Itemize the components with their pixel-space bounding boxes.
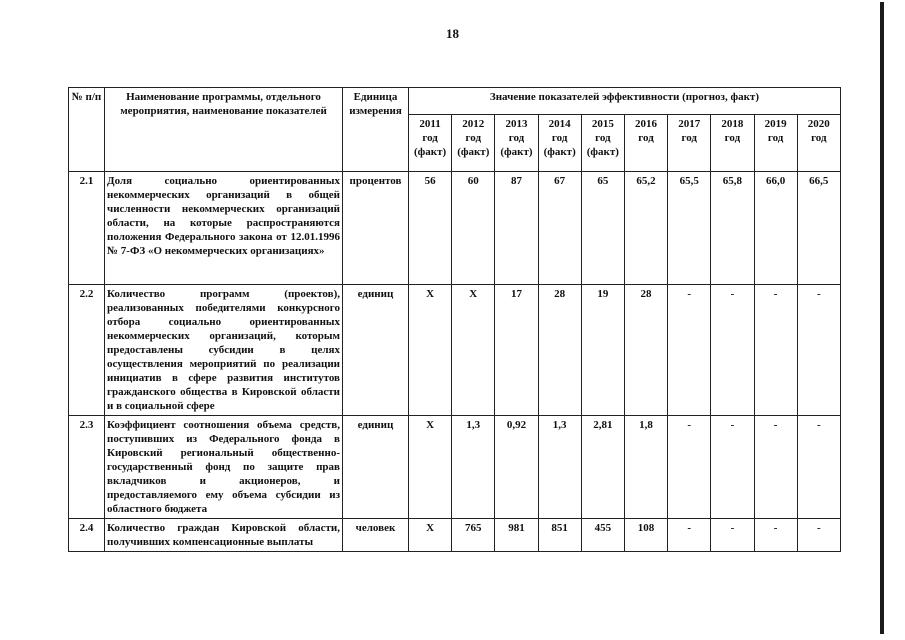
table-row [69, 285, 841, 416]
row-number: 2.1 [69, 172, 105, 285]
year-header-label: год [724, 132, 741, 144]
row-indicator-name: Коэффициент соотношения объема средств, поступивших из Федерального фонда в Кировский региональный общественно-государственный фонд по защите прав вкладчиков и акционеров, и предоставляемого ему объема субсидии из областного бюджета [105, 416, 343, 519]
year-header-label: год (факт) [586, 132, 619, 158]
header-row [69, 88, 841, 115]
year-header-year: 2020 [807, 118, 830, 130]
row-indicator-name: Количество программ (проектов), реализованных победителями конкурсного отбора социально ориентированных некоммерческих организаций, которым предоставлены субсидии в целях осуществления мероприятий по реализации инициатив в сфере развития институтов гражданского общества в Кировской области и в социальной сфере [105, 285, 343, 416]
row-value: - [711, 285, 754, 416]
year-header-2018 [711, 115, 754, 172]
year-header-year: 2011 [419, 118, 441, 130]
row-value: 108 [624, 519, 667, 552]
row-value: - [711, 416, 754, 519]
row-unit: единиц [343, 416, 409, 519]
row-unit: единиц [343, 285, 409, 416]
row-value: 87 [495, 172, 538, 285]
row-value: 765 [452, 519, 495, 552]
row-value: - [754, 285, 797, 416]
year-header-year: 2016 [635, 118, 658, 130]
row-value: - [797, 416, 840, 519]
row-value: 60 [452, 172, 495, 285]
row-number: 2.2 [69, 285, 105, 416]
row-value: - [668, 416, 711, 519]
table-row [69, 416, 841, 519]
year-header-2011 [409, 115, 452, 172]
row-value: 2,81 [581, 416, 624, 519]
year-header-year: 2013 [505, 118, 528, 130]
row-value: 851 [538, 519, 581, 552]
row-number: 2.4 [69, 519, 105, 552]
row-value: 66,5 [797, 172, 840, 285]
row-value: 65,2 [624, 172, 667, 285]
year-header-2020 [797, 115, 840, 172]
table-row [69, 519, 841, 552]
table-row [69, 172, 841, 285]
row-value: 455 [581, 519, 624, 552]
row-value: 19 [581, 285, 624, 416]
header-num: № п/п [69, 88, 105, 172]
year-header-label: год [811, 132, 827, 144]
row-value: 1,3 [538, 416, 581, 519]
year-header-label: год (факт) [414, 132, 447, 158]
header-values-group: Значение показателей эффективности (прогноз, факт) [409, 88, 841, 115]
row-number: 2.3 [69, 416, 105, 519]
year-header-2016 [624, 115, 667, 172]
indicators-table [68, 87, 841, 552]
row-value: 66,0 [754, 172, 797, 285]
year-header-2012 [452, 115, 495, 172]
year-header-year: 2018 [721, 118, 744, 130]
row-value: - [711, 519, 754, 552]
row-value: 28 [538, 285, 581, 416]
row-value: - [797, 519, 840, 552]
year-header-label: год (факт) [457, 132, 490, 158]
row-indicator-name: Доля социально ориентированных некоммерческих организаций в общей численности некоммерческих организаций области, на которые распространяются положения Федерального закона от 12.01.1996 № 7-ФЗ «О некоммерческих организациях» [105, 172, 343, 285]
header-unit: Единица измерения [343, 88, 409, 172]
row-value: X [452, 285, 495, 416]
row-value: 65,8 [711, 172, 754, 285]
row-value: - [668, 519, 711, 552]
row-value: 65 [581, 172, 624, 285]
row-value: 65,5 [668, 172, 711, 285]
row-value: 56 [409, 172, 452, 285]
row-indicator-name: Количество граждан Кировской области, получивших компенсационные выплаты [105, 519, 343, 552]
year-header-2017 [668, 115, 711, 172]
year-header-2019 [754, 115, 797, 172]
year-header-2013 [495, 115, 538, 172]
year-header-year: 2015 [591, 118, 614, 130]
row-value: X [409, 519, 452, 552]
year-header-label: год (факт) [543, 132, 576, 158]
year-header-label: год [638, 132, 654, 144]
year-header-2014 [538, 115, 581, 172]
scan-edge-line [880, 2, 884, 634]
table-body [69, 172, 841, 552]
row-value: 67 [538, 172, 581, 285]
row-value: - [797, 285, 840, 416]
row-value: X [409, 285, 452, 416]
row-value: 0,92 [495, 416, 538, 519]
page-number: 18 [446, 26, 459, 41]
row-value: 981 [495, 519, 538, 552]
header-name: Наименование программы, отдельного мероприятия, наименование показателей [105, 88, 343, 172]
year-header-year: 2017 [678, 118, 701, 130]
year-header-year: 2012 [462, 118, 485, 130]
row-value: 1,3 [452, 416, 495, 519]
year-header-year: 2014 [548, 118, 571, 130]
row-value: - [668, 285, 711, 416]
row-value: - [754, 416, 797, 519]
year-header-label: год (факт) [500, 132, 533, 158]
row-value: X [409, 416, 452, 519]
row-unit: процентов [343, 172, 409, 285]
row-value: - [754, 519, 797, 552]
year-header-label: год [681, 132, 697, 144]
row-value: 1,8 [624, 416, 667, 519]
year-header-2015 [581, 115, 624, 172]
row-value: 17 [495, 285, 538, 416]
year-header-label: год [767, 132, 784, 144]
row-unit: человек [343, 519, 409, 552]
year-header-year: 2019 [764, 118, 787, 130]
row-value: 28 [624, 285, 667, 416]
